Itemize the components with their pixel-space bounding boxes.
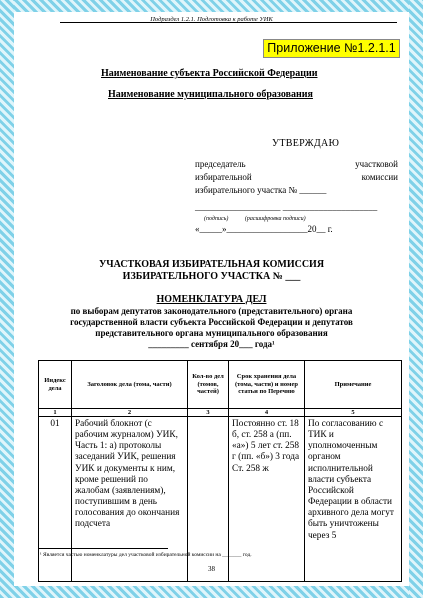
column-number: 5 xyxy=(305,409,402,417)
footnote-rule xyxy=(38,548,168,549)
cell-term: Постоянно ст. 18 б, ст. 258 а (пп. «а») 5 лет ст. 258 г (пп. «б») 3 года Ст. 258 ж xyxy=(229,417,305,582)
header-title: Заголовок дела (тома, части) xyxy=(72,361,188,409)
commission-title-line-2: ИЗБИРАТЕЛЬНОГО УЧАСТКА № ___ xyxy=(122,271,301,282)
signature-caption: (подпись) (расшифровка подписи) xyxy=(204,216,306,222)
decorative-border-right xyxy=(409,0,423,598)
footnote: ¹ Является частью номенклатуры дел участковой избирательной комиссии на _______ год. xyxy=(40,552,252,558)
decorative-border-left xyxy=(0,0,14,598)
page-number: 38 xyxy=(208,565,215,573)
header-index: Индекс дела xyxy=(39,361,72,409)
signature-line: ___________________ _____________________ xyxy=(195,202,378,212)
nomenclature-title: НОМЕНКЛАТУРА ДЕЛ xyxy=(156,294,267,305)
header-rule xyxy=(60,22,397,23)
nomenclature-date-line: _________ сентября 20___ года¹ xyxy=(148,339,275,349)
approve-line-3: избирательного участка № ______ xyxy=(195,185,327,195)
header-term: Срок хранения дела (тома, части) и номер статьи по Перечню xyxy=(229,361,305,409)
cell-note: По согласованию с ТИК и уполномоченным органом исполнительной власти субъекта Российской Федерации в области архивного дела могут быть уничтожены через 5 xyxy=(305,417,402,582)
approve-word: комиссии xyxy=(361,172,398,182)
decorative-border-top xyxy=(0,0,423,12)
cell-index: 01 xyxy=(39,417,72,582)
approve-line-2 xyxy=(195,172,398,182)
cell-title: Рабочий блокнот (с рабочим журналом) УИК, Часть 1: а) протоколы заседаний УИК, решения УИК и документы к ним, кроме решений по жалобам (заявлениям), поступившим в день голосования до окончания подсчета xyxy=(72,417,188,582)
running-header: Подраздел 1.2.1. Подготовка к работе УИК xyxy=(150,16,273,23)
column-number: 3 xyxy=(188,409,229,417)
nomenclature-subtitle-line: государственной власти субъекта Российской Федерации и депутатов xyxy=(70,317,353,327)
nomenclature-subtitle-line: по выборам депутатов законодательного (представительного) органа xyxy=(70,306,353,316)
document-page xyxy=(26,12,397,590)
header-count: Кол-во дел (томов, частей) xyxy=(188,361,229,409)
approve-word: избирательной xyxy=(195,172,252,182)
municipality-name: Наименование муниципального образования xyxy=(108,89,313,100)
date-line: «_____»__________________20__ г. xyxy=(195,224,333,234)
commission-title-line-1: УЧАСТКОВАЯ ИЗБИРАТЕЛЬНАЯ КОМИССИЯ xyxy=(98,259,325,270)
column-number: 1 xyxy=(39,409,72,417)
approve-line-1 xyxy=(195,159,398,169)
header-note: Примечание xyxy=(305,361,402,409)
approve-word: участковой xyxy=(355,159,398,169)
column-number-row xyxy=(39,409,402,417)
column-number: 4 xyxy=(229,409,305,417)
nomenclature-subtitle-line: представительного органа муниципального образования xyxy=(95,328,328,338)
column-number: 2 xyxy=(72,409,188,417)
approve-title: УТВЕРЖДАЮ xyxy=(272,138,340,149)
subject-name: Наименование субъекта Российской Федерации xyxy=(101,68,318,79)
approve-word: председатель xyxy=(195,159,246,169)
appendix-label: Приложение №1.2.1.1 xyxy=(263,39,400,58)
